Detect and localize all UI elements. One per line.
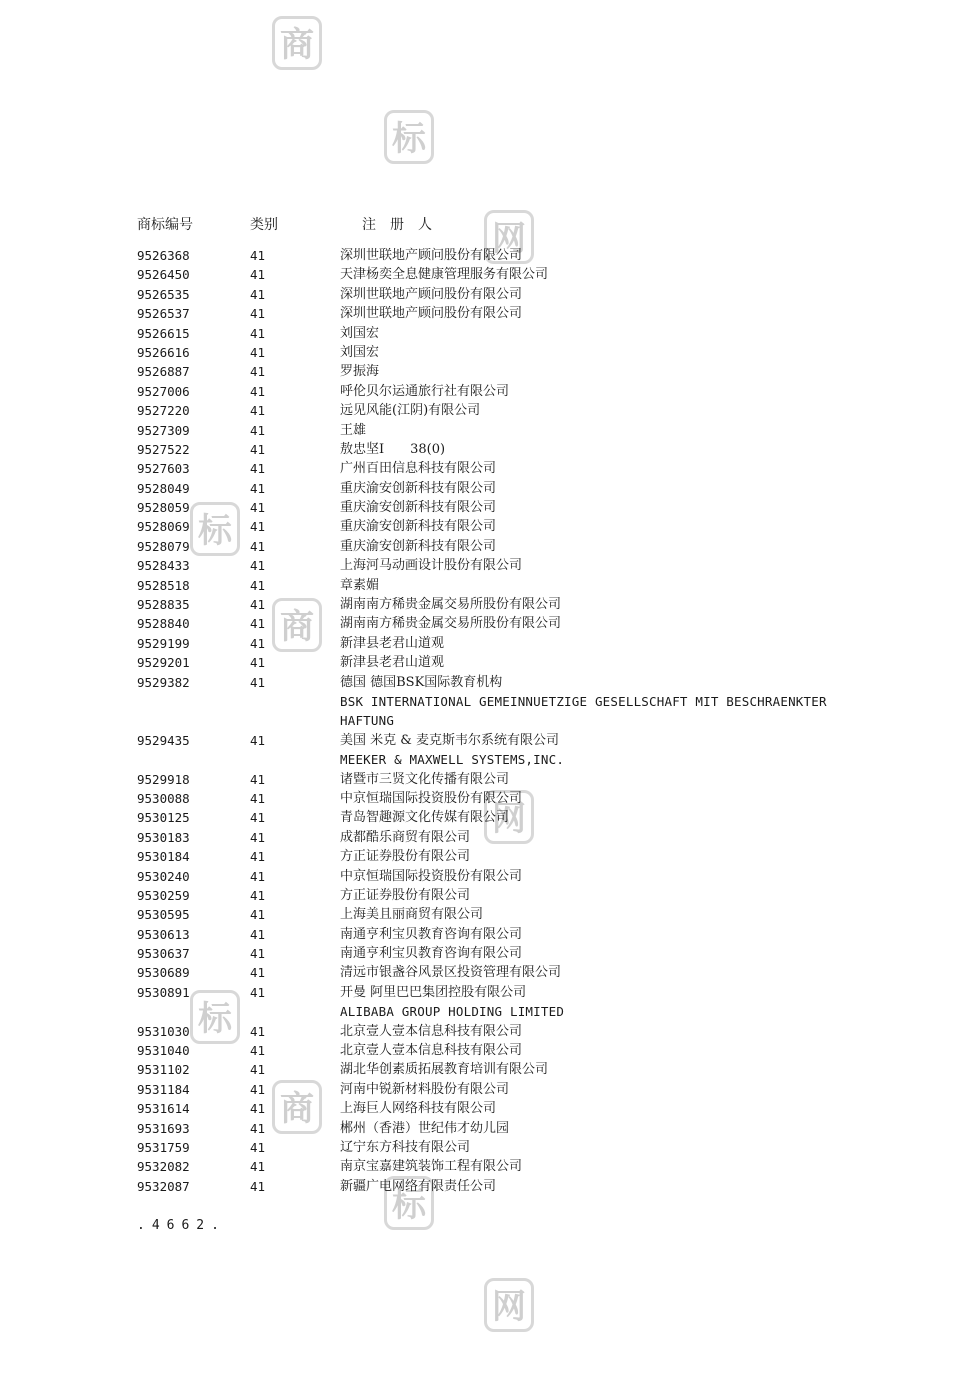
watermark-stamp: 网 — [484, 1278, 534, 1332]
trademark-number: 9526450 — [137, 267, 190, 283]
table-row — [0, 382, 980, 401]
class-number: 41 — [250, 519, 266, 535]
class-number: 41 — [250, 267, 266, 283]
trademark-number: 9530125 — [137, 810, 190, 826]
table-row — [0, 517, 980, 536]
registrant-name: 深圳世联地产顾问股份有限公司 — [340, 248, 523, 263]
registrant-name: 深圳世联地产顾问股份有限公司 — [340, 286, 523, 302]
class-number: 41 — [250, 810, 266, 826]
registrant-name: 罗振海 — [340, 364, 380, 380]
registrant-name: 诸暨市三贤文化传播有限公司 — [340, 771, 510, 787]
class-number: 41 — [250, 344, 266, 360]
class-number: 41 — [250, 1139, 266, 1155]
class-number: 41 — [250, 441, 266, 457]
trademark-number: 9528079 — [137, 538, 190, 554]
class-number: 41 — [250, 500, 266, 516]
class-number: 41 — [250, 422, 266, 438]
trademark-number: 9528069 — [137, 519, 190, 535]
class-number: 41 — [250, 829, 266, 845]
class-number: 41 — [250, 577, 266, 593]
registrant-name: 青岛智趣源文化传媒有限公司 — [340, 810, 510, 826]
trademark-number: 9528518 — [137, 577, 190, 593]
trademark-number: 9530595 — [137, 907, 190, 923]
table-row — [0, 246, 980, 265]
table-row — [0, 808, 980, 827]
trademark-number: 9532087 — [137, 1178, 190, 1194]
trademark-records — [0, 246, 980, 1196]
registrant-name: 章素媚 — [340, 577, 380, 593]
class-number: 41 — [250, 286, 266, 302]
trademark-number: 9531102 — [137, 1062, 190, 1078]
trademark-number: 9531030 — [137, 1023, 190, 1039]
class-number: 41 — [250, 364, 266, 380]
table-row — [0, 1177, 980, 1196]
class-number: 41 — [250, 926, 266, 942]
watermark-stamp: 网 — [484, 210, 534, 264]
table-row — [0, 731, 980, 750]
trademark-number: 9528840 — [137, 616, 190, 632]
table-row — [0, 440, 980, 459]
class-number: 41 — [250, 480, 266, 496]
watermark-stamp: 商 — [272, 598, 322, 652]
watermark-stamp: 网 — [484, 790, 534, 844]
header-number: 商标编号 — [137, 217, 193, 233]
registrant-name: 新津县老君山道观 — [340, 635, 445, 651]
class-number: 41 — [250, 655, 266, 671]
table-row — [0, 498, 980, 517]
table-row — [0, 789, 980, 808]
trademark-number: 9527603 — [137, 461, 190, 477]
class-number: 41 — [250, 403, 266, 419]
trademark-number: 9526887 — [137, 364, 190, 380]
class-number: 41 — [250, 616, 266, 632]
class-number: 41 — [250, 248, 266, 263]
registrant-name: 湖南南方稀贵金属交易所股份有限公司 — [340, 616, 562, 632]
table-row — [0, 537, 980, 556]
trademark-number: 9526535 — [137, 286, 190, 302]
registrant-name: 呼伦贝尔运通旅行社有限公司 — [340, 383, 510, 399]
registrant-english-name: MEEKER & MAXWELL SYSTEMS,INC. — [340, 752, 565, 768]
registrant-name: 清远市银盏谷风景区投资管理有限公司 — [340, 965, 562, 981]
class-number: 41 — [250, 1120, 266, 1136]
trademark-number: 9530891 — [137, 984, 190, 1000]
table-row-continuation — [0, 1002, 980, 1021]
trademark-number: 9530689 — [137, 965, 190, 981]
watermark-stamp: 商 — [272, 16, 322, 70]
table-row — [0, 1060, 980, 1079]
table-row-continuation — [0, 750, 980, 769]
registrant-name: 重庆渝安创新科技有限公司 — [340, 480, 497, 496]
trademark-number: 9530637 — [137, 946, 190, 962]
trademark-number: 9531614 — [137, 1101, 190, 1117]
class-number: 41 — [250, 674, 266, 690]
class-number: 41 — [250, 965, 266, 981]
trademark-number: 9530259 — [137, 887, 190, 903]
table-row — [0, 925, 980, 944]
registrant-name: 河南中锐新材料股份有限公司 — [340, 1081, 510, 1097]
header-registrant: 注 册 人 — [362, 217, 432, 233]
table-row — [0, 770, 980, 789]
registrant-name: 敖忠坚I 38(0) — [340, 441, 446, 457]
table-row — [0, 401, 980, 420]
trademark-number: 9528835 — [137, 597, 190, 613]
registrant-english-name: BSK INTERNATIONAL GEMEINNUETZIGE GESELLSCHAFT MIT BESCHRAENKTER — [340, 693, 827, 709]
trademark-number: 9529201 — [137, 655, 190, 671]
registrant-name: 天津杨奕全息健康管理服务有限公司 — [340, 267, 549, 283]
class-number: 41 — [250, 849, 266, 865]
table-row-continuation — [0, 692, 980, 711]
trademark-number: 9526615 — [137, 325, 190, 341]
trademark-number: 9527309 — [137, 422, 190, 438]
trademark-number: 9530184 — [137, 849, 190, 865]
registrant-name: 上海美且丽商贸有限公司 — [340, 907, 484, 923]
registrant-name: 美国 米克 & 麦克斯韦尔系统有限公司 — [340, 732, 559, 748]
class-number: 41 — [250, 383, 266, 399]
table-row — [0, 1119, 980, 1138]
trademark-number: 9527220 — [137, 403, 190, 419]
registrant-name: 刘国宏 — [340, 325, 380, 341]
registrant-name: 上海河马动画设计股份有限公司 — [340, 558, 523, 574]
trademark-number: 9530240 — [137, 868, 190, 884]
trademark-number: 9526537 — [137, 306, 190, 322]
registrant-name: 深圳世联地产顾问股份有限公司 — [340, 306, 523, 322]
table-row — [0, 944, 980, 963]
class-number: 41 — [250, 1081, 266, 1097]
table-row — [0, 595, 980, 614]
table-row-continuation — [0, 711, 980, 730]
registrant-name: 刘国宏 — [340, 344, 380, 360]
trademark-number: 9532082 — [137, 1159, 190, 1175]
registrant-name: 辽宁东方科技有限公司 — [340, 1139, 471, 1155]
table-row — [0, 459, 980, 478]
trademark-number: 9530613 — [137, 926, 190, 942]
class-number: 41 — [250, 907, 266, 923]
registrant-name: 开曼 阿里巴巴集团控股有限公司 — [340, 984, 527, 1000]
class-number: 41 — [250, 984, 266, 1000]
watermark-stamp: 标 — [190, 990, 240, 1044]
trademark-number: 9530088 — [137, 790, 190, 806]
table-row — [0, 614, 980, 633]
table-row — [0, 304, 980, 323]
class-number: 41 — [250, 597, 266, 613]
watermark-stamp: 标 — [384, 1176, 434, 1230]
table-row — [0, 1022, 980, 1041]
registrant-name: 南通亨利宝贝教育咨询有限公司 — [340, 926, 523, 942]
registrant-name: 重庆渝安创新科技有限公司 — [340, 538, 497, 554]
header-class: 类别 — [250, 217, 278, 233]
registrant-name: 南通亨利宝贝教育咨询有限公司 — [340, 946, 523, 962]
table-row — [0, 1138, 980, 1157]
trademark-number: 9529199 — [137, 635, 190, 651]
registrant-name: 北京壹人壹本信息科技有限公司 — [340, 1023, 523, 1039]
class-number: 41 — [250, 771, 266, 787]
class-number: 41 — [250, 1062, 266, 1078]
table-row — [0, 1080, 980, 1099]
registrant-name: 王雄 — [340, 422, 367, 438]
trademark-number: 9531040 — [137, 1043, 190, 1059]
table-row — [0, 265, 980, 284]
registrant-name: 中京恒瑞国际投资股份有限公司 — [340, 868, 523, 884]
registrant-name: 新津县老君山道观 — [340, 655, 445, 671]
table-row — [0, 828, 980, 847]
class-number: 41 — [250, 732, 266, 748]
registrant-name: 南京宝嘉建筑装饰工程有限公司 — [340, 1159, 523, 1175]
table-row — [0, 343, 980, 362]
table-row — [0, 867, 980, 886]
class-number: 41 — [250, 461, 266, 477]
watermark-stamp: 标 — [384, 110, 434, 164]
trademark-number: 9529918 — [137, 771, 190, 787]
registrant-name: 成都酷乐商贸有限公司 — [340, 829, 471, 845]
registrant-name: 新疆广电网络有限责任公司 — [340, 1178, 497, 1194]
page-number: .4662. — [137, 1218, 226, 1233]
table-row — [0, 905, 980, 924]
table-row — [0, 576, 980, 595]
watermark-stamp: 商 — [272, 1080, 322, 1134]
registrant-name: 德国 德国BSK国际教育机构 — [340, 674, 503, 690]
class-number: 41 — [250, 635, 266, 651]
trademark-number: 9528433 — [137, 558, 190, 574]
table-row — [0, 886, 980, 905]
trademark-number: 9526616 — [137, 344, 190, 360]
trademark-number: 9527006 — [137, 383, 190, 399]
trademark-number: 9531693 — [137, 1120, 190, 1136]
watermark-stamp: 标 — [190, 502, 240, 556]
registrant-name: 重庆渝安创新科技有限公司 — [340, 500, 497, 516]
table-row — [0, 479, 980, 498]
table-row — [0, 847, 980, 866]
class-number: 41 — [250, 1159, 266, 1175]
registrant-name: 郴州（香港）世纪伟才幼儿园 — [340, 1120, 510, 1136]
class-number: 41 — [250, 887, 266, 903]
trademark-number: 9530183 — [137, 829, 190, 845]
class-number: 41 — [250, 946, 266, 962]
table-row — [0, 1041, 980, 1060]
class-number: 41 — [250, 325, 266, 341]
class-number: 41 — [250, 1023, 266, 1039]
trademark-number: 9527522 — [137, 441, 190, 457]
table-row — [0, 362, 980, 381]
table-row — [0, 285, 980, 304]
table-row — [0, 673, 980, 692]
trademark-number: 9531759 — [137, 1139, 190, 1155]
table-row — [0, 556, 980, 575]
table-row — [0, 634, 980, 653]
table-row — [0, 421, 980, 440]
table-row — [0, 983, 980, 1002]
trademark-number: 9529435 — [137, 732, 190, 748]
trademark-number: 9531184 — [137, 1081, 190, 1097]
trademark-number: 9526368 — [137, 248, 190, 263]
table-row — [0, 963, 980, 982]
class-number: 41 — [250, 1101, 266, 1117]
table-row — [0, 1099, 980, 1118]
table-row — [0, 1157, 980, 1176]
class-number: 41 — [250, 558, 266, 574]
registrant-name: 方正证券股份有限公司 — [340, 849, 471, 865]
registrant-name: 方正证券股份有限公司 — [340, 887, 471, 903]
class-number: 41 — [250, 538, 266, 554]
registrant-name: 中京恒瑞国际投资股份有限公司 — [340, 790, 523, 806]
registrant-name: 湖南南方稀贵金属交易所股份有限公司 — [340, 597, 562, 613]
class-number: 41 — [250, 790, 266, 806]
trademark-number: 9528049 — [137, 480, 190, 496]
trademark-number: 9528059 — [137, 500, 190, 516]
registrant-name: 湖北华创素质拓展教育培训有限公司 — [340, 1062, 549, 1078]
class-number: 41 — [250, 868, 266, 884]
registrant-name: 北京壹人壹本信息科技有限公司 — [340, 1043, 523, 1059]
table-row — [0, 324, 980, 343]
registrant-english-name: HAFTUNG — [340, 713, 395, 729]
class-number: 41 — [250, 306, 266, 322]
class-number: 41 — [250, 1178, 266, 1194]
registrant-name: 上海巨人网络科技有限公司 — [340, 1101, 497, 1117]
registrant-name: 远见风能(江阴)有限公司 — [340, 403, 481, 419]
registrant-name: 重庆渝安创新科技有限公司 — [340, 519, 497, 535]
trademark-number: 9529382 — [137, 674, 190, 690]
registrant-english-name: ALIBABA GROUP HOLDING LIMITED — [340, 1004, 565, 1020]
class-number: 41 — [250, 1043, 266, 1059]
table-row — [0, 653, 980, 672]
registrant-name: 广州百田信息科技有限公司 — [340, 461, 497, 477]
